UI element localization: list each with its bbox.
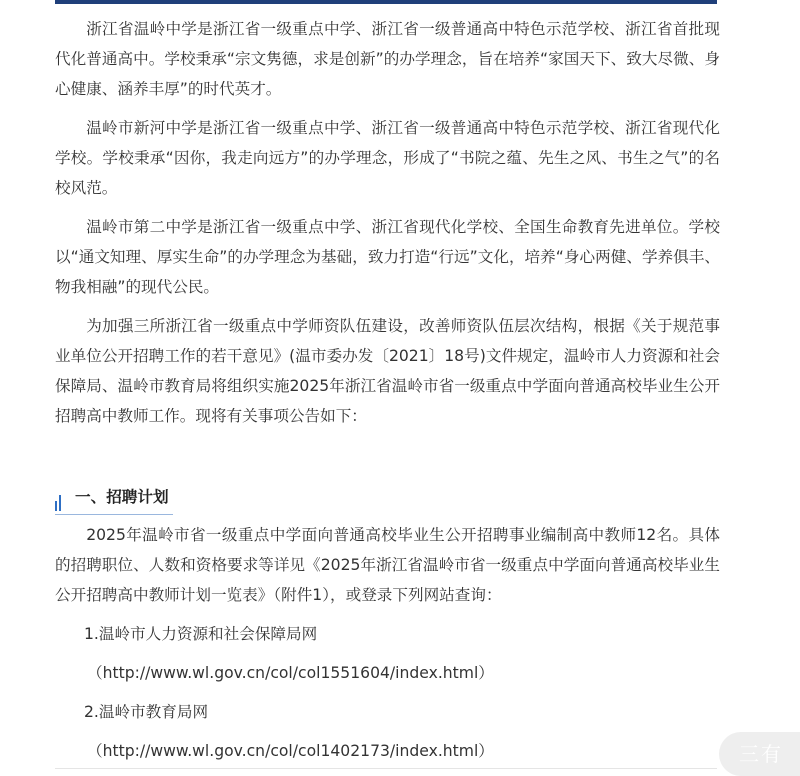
paragraph-second-middle-school: 温岭市第二中学是浙江省一级重点中学、浙江省现代化学校、全国生命教育先进单位。学校以“通文知理、厚实生命”的办学理念为基础，致力打造“行远”文化，培养“身心两健、学养俱丰、物我相融”的现代公民。 [55,218,720,296]
section-spacer [55,440,720,478]
paragraph-wenling-middle-school: 浙江省温岭中学是浙江省一级重点中学、浙江省一级普通高中特色示范学校、浙江省首批现代化普通高中。学校秉承“宗文隽德，求是创新”的办学理念，旨在培养“家国天下、致大尽微、身心健康、涵养丰厚”的时代英才。 [55,20,720,98]
list-item-hr-bureau: 1.温岭市人力资源和社会保障局网 [84,625,318,643]
paragraph-announcement-intro: 为加强三所浙江省一级重点中学师资队伍建设，改善师资队伍层次结构，根据《关于规范事业单位公开招聘工作的若干意见》(温市委办发〔2021〕18号)文件规定，温岭市人力资源和社会保障局、温岭市教育局将组织实施2025年浙江省温岭市省一级重点中学面向普通高校毕业生公开招聘高中教师工作。现将有关事项公告如下： [55,317,720,425]
section-heading [55,482,720,516]
article-body [55,14,720,775]
link-hr-bureau-url[interactable]: （http://www.wl.gov.cn/col/col1551604/index.html） [87,664,494,682]
link-education-bureau-url[interactable]: （http://www.wl.gov.cn/col/col1402173/index.html） [87,742,494,760]
section-title: 一、招聘计划 [75,488,169,506]
list-item-education-bureau: 2.温岭市教育局网 [84,703,209,721]
paragraph-recruitment-plan: 2025年温岭市省一级重点中学面向普通高校毕业生公开招聘事业编制高中教师12名。具体的招聘职位、人数和资格要求等详见《2025年浙江省温岭市省一级重点中学面向普通高校毕业生公开招聘高中教师计划一览表》（附件1），或登录下列网站查询： [55,526,720,604]
bottom-rule [55,768,717,769]
watermark-badge: 三有 [719,732,800,776]
section-underline [55,514,173,515]
bar-chart-icon [55,491,61,511]
paragraph-xinhe-middle-school: 温岭市新河中学是浙江省一级重点中学、浙江省一级普通高中特色示范学校、浙江省现代化学校。学校秉承“因你，我走向远方”的办学理念，形成了“书院之蕴、先生之风、书生之气”的名校风范。 [55,119,720,197]
top-rule [55,0,717,4]
